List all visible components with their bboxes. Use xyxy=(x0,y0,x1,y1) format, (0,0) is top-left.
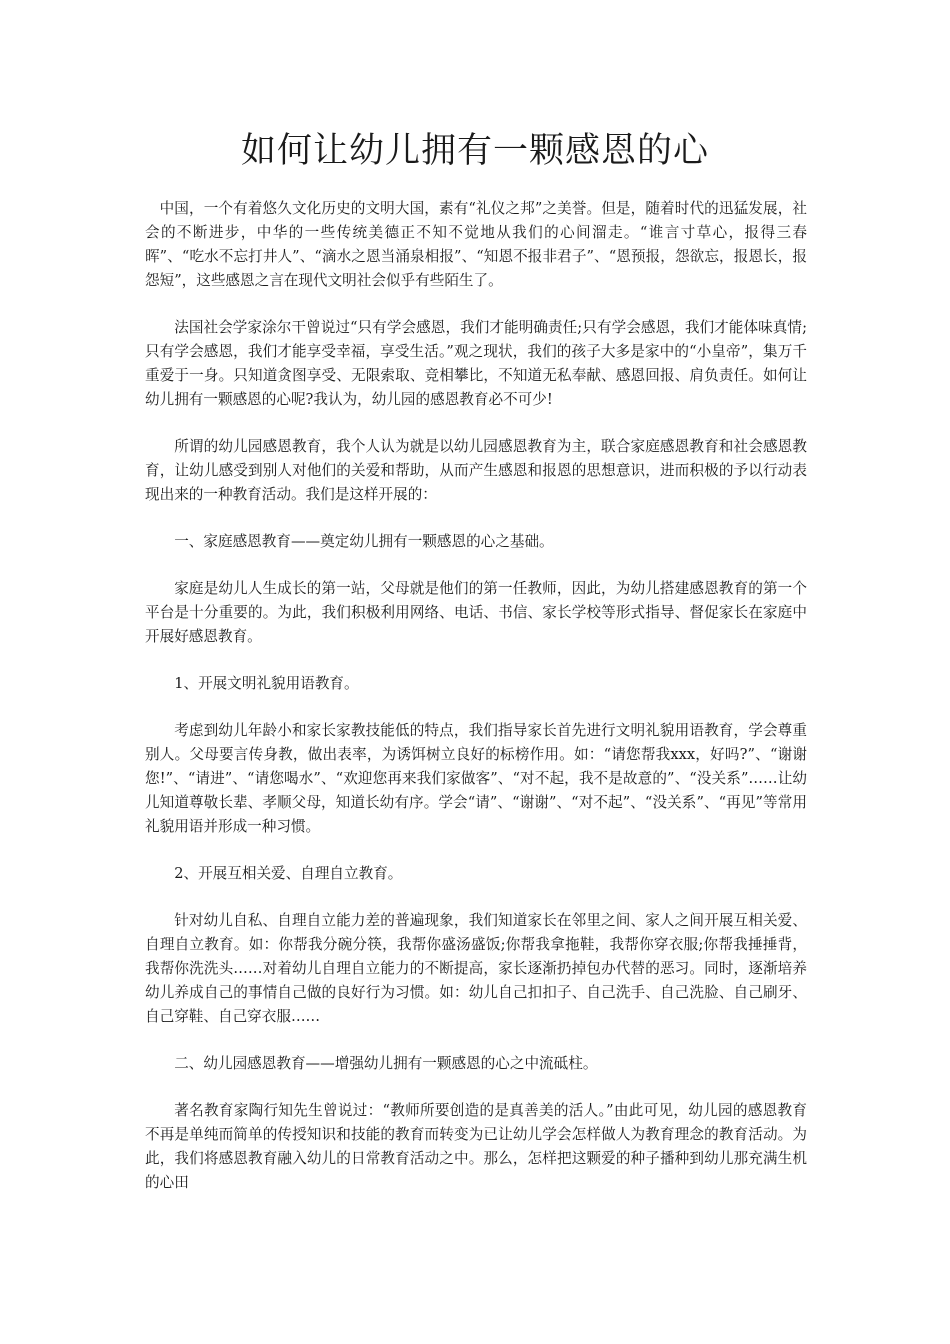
section-heading: 一、家庭感恩教育——奠定幼儿拥有一颗感恩的心之基础。 xyxy=(174,533,554,550)
paragraph: 法国社会学家涂尔干曾说过“只有学会感恩，我们才能明确责任;只有学会感恩，我们才能体味真情;只有学会感恩，我们才能享受幸福，享受生活。”观之现状，我们的孩子大多是家中的“小皇帝”，集万千重爱于一身。只知道贪图享受、无限索取、竞相攀比，不知道无私奉献、感恩回报、肩负责任。如何让幼儿拥有一颗感恩的心呢?我认为，幼儿园的感恩教育必不可少! xyxy=(145,319,807,408)
document-body xyxy=(145,197,807,1218)
paragraph: 针对幼儿自私、自理自立能力差的普遍现象，我们知道家长在邻里之间、家人之间开展互相关爱、自理自立教育。如：你帮我分碗分筷，我帮你盛汤盛饭;你帮我拿拖鞋，我帮你穿衣服;你帮我捶捶背，我帮你洗洗头……对着幼儿自理自立能力的不断提高，家长逐渐扔掉包办代替的恶习。同时，逐渐培养幼儿养成自己的事情自己做的良好行为习惯。如：幼儿自己扣扣子、自己洗手、自己洗脸、自己刷牙、自己穿鞋、自己穿衣服…… xyxy=(145,912,807,1025)
paragraph: 考虑到幼儿年龄小和家长家教技能低的特点，我们指导家长首先进行文明礼貌用语教育，学会尊重别人。父母要言传身教，做出表率，为诱饵树立良好的标榜作用。如：“请您帮我xxx，好吗?”、“谢谢您!”、“请进”、“请您喝水”、“欢迎您再来我们家做客”、“对不起，我不是故意的”、“没关系”……让幼儿知道尊敬长辈、孝顺父母，知道长幼有序。学会“请”、“谢谢”、“对不起”、“没关系”、“再见”等常用礼貌用语并形成一种习惯。 xyxy=(145,722,807,835)
paragraph: 所谓的幼儿园感恩教育，我个人认为就是以幼儿园感恩教育为主，联合家庭感恩教育和社会感恩教育，让幼儿感受到别人对他们的关爱和帮助，从而产生感恩和报恩的思想意识，进而积极的予以行动表现出来的一种教育活动。我们是这样开展的： xyxy=(145,438,807,503)
page-title: 如何让幼儿拥有一颗感恩的心 xyxy=(240,131,709,171)
paragraph-intro: 中国，一个有着悠久文化历史的文明大国，素有“礼仪之邦”之美誉。但是，随着时代的迅猛发展，社会的不断进步，中华的一些传统美德正不知不觉地从我们的心间溜走。“谁言寸草心，报得三春晖”、“吃水不忘打井人”、“滴水之恩当涌泉相报”、“知恩不报非君子”、“恩预报，怨欲忘，报恩长，报怨短”，这些感恩之言在现代文明社会似乎有些陌生了。 xyxy=(145,200,807,289)
subsection-heading: 1、开展文明礼貌用语教育。 xyxy=(174,675,359,692)
section-heading: 二、幼儿园感恩教育——增强幼儿拥有一颗感恩的心之中流砥柱。 xyxy=(174,1055,598,1072)
paragraph: 著名教育家陶行知先生曾说过：“教师所要创造的是真善美的活人。”由此可见，幼儿园的感恩教育不再是单纯而简单的传授知识和技能的教育而转变为已让幼儿学会怎样做人为教育理念的教育活动。为此，我们将感恩教育融入幼儿的日常教育活动之中。那么，怎样把这颗爱的种子播种到幼儿那充满生机的心田 xyxy=(145,1102,807,1191)
paragraph: 家庭是幼儿人生成长的第一站，父母就是他们的第一任教师，因此，为幼儿搭建感恩教育的第一个平台是十分重要的。为此，我们积极利用网络、电话、书信、家长学校等形式指导、督促家长在家庭中开展好感恩教育。 xyxy=(145,580,807,645)
subsection-heading: 2、开展互相关爱、自理自立教育。 xyxy=(174,865,403,882)
